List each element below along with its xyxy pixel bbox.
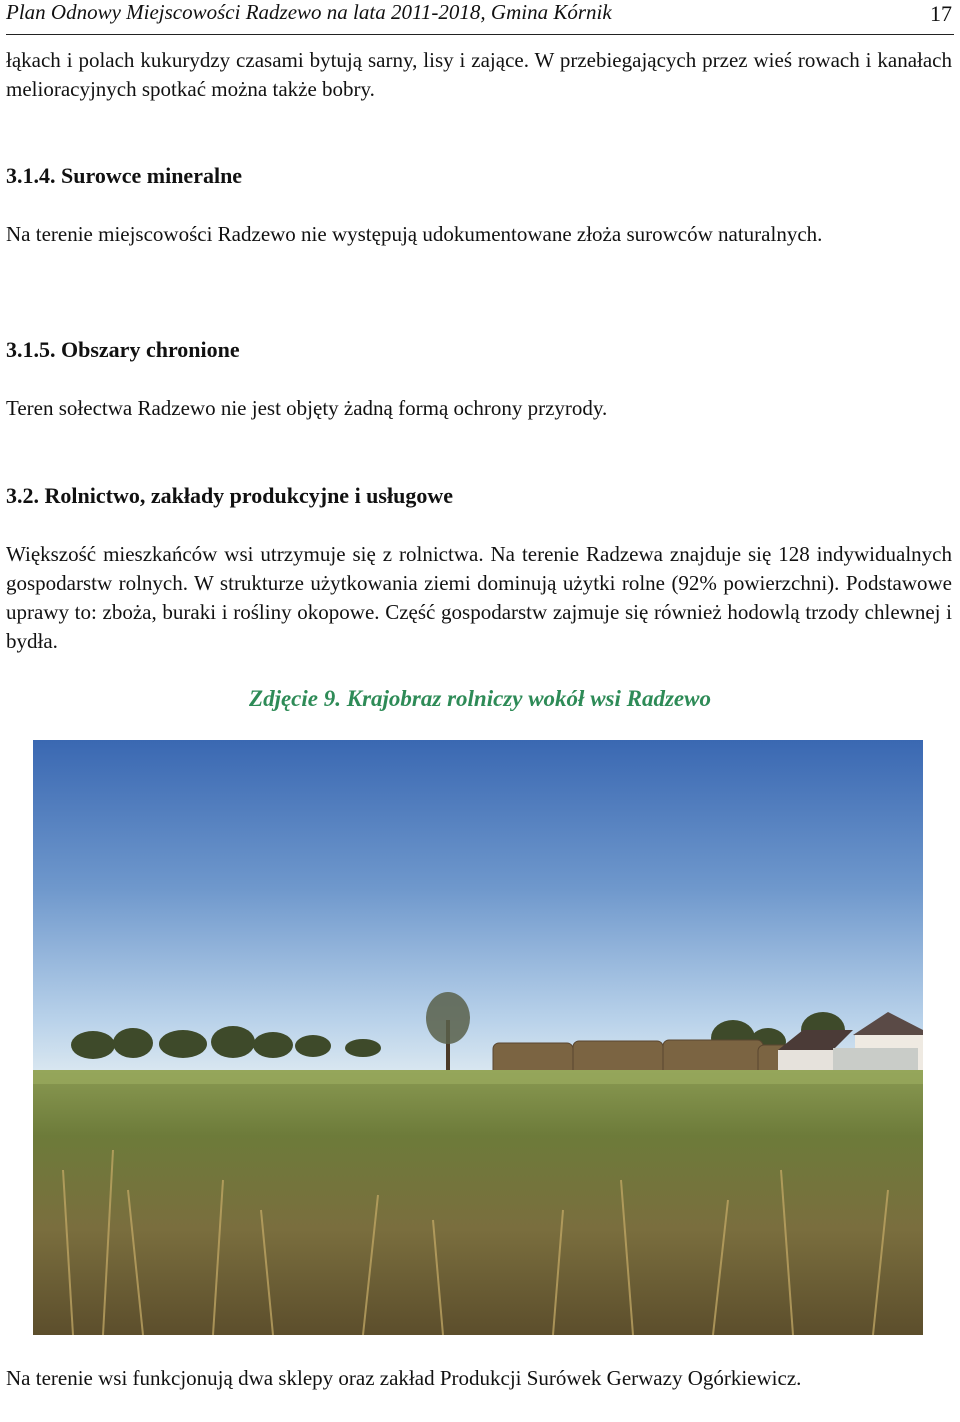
landscape-photo [33,740,923,1335]
page-header [6,0,954,35]
heading-3-2: 3.2. Rolnictwo, zakłady produkcyjne i usługowe [6,483,453,508]
heading-3-1-5: 3.1.5. Obszary chronione [6,337,240,362]
heading-3-1-4: 3.1.4. Surowce mineralne [6,163,243,188]
paragraph-agriculture: Większość mieszkańców wsi utrzymuje się z rolnictwa. Na terenie Radzewa znajduje się 128 indywidualnych gospodarstw rolnych. W strukturze użytkowania ziemi dominują użytki rolne (92% powierzchni). Podstawowe uprawy to: zboża, buraki i rośliny okopowe. Część gospodarstw zajmuje się również hodowlą trzody chlewnej i bydła. [6,542,952,653]
paragraph-protected: Teren sołectwa Radzewo nie jest objęty żadną formą ochrony przyrody. [6,396,608,420]
paragraph-shops: Na terenie wsi funkcjonują dwa sklepy oraz zakład Produkcji Surówek Gerwazy Ogórkiewicz. [6,1366,802,1390]
paragraph-intro: łąkach i polach kukurydzy czasami bytują sarny, lisy i zające. W przebiegających przez wieś rowach i kanałach melioracyjnych spotkać można także bobry. [6,48,952,101]
header-title: Plan Odnowy Miejscowości Radzewo na lata 2011-2018, Gmina Kórnik [6,0,612,24]
landscape-illustration [33,740,923,1335]
paragraph-minerals: Na terenie miejscowości Radzewo nie występują udokumentowane złoża surowców naturalnych. [6,222,823,246]
figure-caption: Zdjęcie 9. Krajobraz rolniczy wokół wsi Radzewo [249,686,711,711]
sky [33,740,923,1070]
page-number: 17 [930,1,952,26]
